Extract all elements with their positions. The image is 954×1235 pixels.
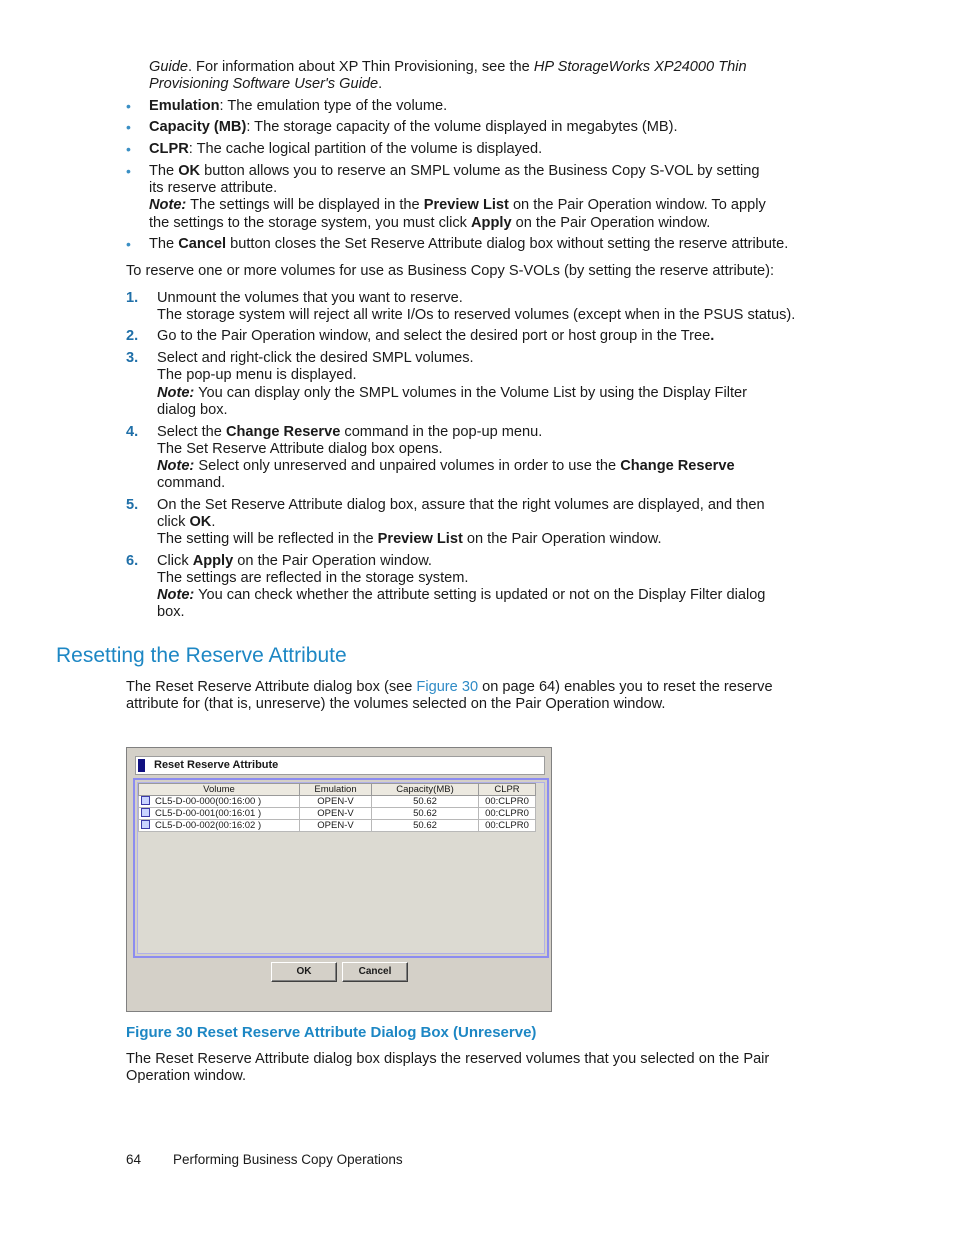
cancel-button[interactable]: Cancel	[342, 962, 408, 982]
intro-line-1: Guide. For information about XP Thin Provisioning, see the HP StorageWorks XP24000 Thin	[149, 59, 747, 75]
section-heading: Resetting the Reserve Attribute	[56, 644, 347, 667]
step-number: 6.	[126, 553, 139, 569]
reset-reserve-dialog	[126, 747, 552, 1012]
volume-list-panel	[133, 778, 549, 958]
bullet-clpr: CLPR: The cache logical partition of the volume is displayed.	[149, 141, 543, 157]
step-3-note-cont: dialog box.	[157, 402, 228, 418]
ok-button[interactable]: OK	[271, 962, 337, 982]
step-number: 2.	[126, 328, 139, 344]
volume-icon	[141, 796, 150, 805]
volume-table	[138, 783, 536, 832]
step-5: On the Set Reserve Attribute dialog box, assure that the right volumes are displayed, and then	[157, 497, 765, 513]
figure-caption: Figure 30 Reset Reserve Attribute Dialog Box (Unreserve)	[126, 1024, 537, 1041]
step-6-note: Note: You can check whether the attribute setting is updated or not on the Display Filter dialog	[157, 587, 766, 603]
dialog-title-bar	[135, 756, 545, 775]
step-3-note: Note: You can display only the SMPL volumes in the Volume List by using the Display Filter	[157, 385, 747, 401]
capacity-cell: 50.62	[372, 796, 479, 808]
bullet-marker: •	[126, 236, 131, 252]
closing-paragraph: The Reset Reserve Attribute dialog box displays the reserved volumes that you selected on the Pair	[126, 1051, 770, 1067]
bullet-ok-note-cont: the settings to the storage system, you must click Apply on the Pair Operation window.	[149, 215, 711, 231]
table-row[interactable]	[139, 796, 536, 808]
column-header-clpr[interactable]: CLPR	[479, 784, 536, 796]
step-number: 1.	[126, 290, 139, 306]
clpr-cell: 00:CLPR0	[479, 796, 536, 808]
bullet-cancel: The Cancel button closes the Set Reserve Attribute dialog box without setting the reserve attribute.	[149, 236, 789, 252]
column-header-capacity[interactable]: Capacity(MB)	[372, 784, 479, 796]
emulation-cell: OPEN-V	[300, 820, 372, 832]
step-5-cont: click OK.	[157, 514, 216, 530]
step-4-note: Note: Select only unreserved and unpaired volumes in order to use the Change Reserve	[157, 458, 735, 474]
bullet-marker: •	[126, 98, 131, 114]
figure-link[interactable]: Figure 30	[416, 679, 479, 695]
table-header-row	[139, 784, 536, 796]
bullet-ok-cont: its reserve attribute.	[149, 180, 278, 196]
volume-cell: CL5-D-00-002(00:16:02 )	[139, 820, 300, 832]
capacity-cell: 50.62	[372, 808, 479, 820]
table-row[interactable]	[139, 820, 536, 832]
bullet-ok: The OK button allows you to reserve an SMPL volume as the Business Copy S-VOL by setting	[149, 163, 760, 179]
section-paragraph: The Reset Reserve Attribute dialog box (see Figure 30 on page 64) enables you to reset the reserve	[126, 679, 773, 695]
step-1-result: The storage system will reject all write I/Os to reserved volumes (except when in the PSUS status).	[157, 307, 796, 323]
step-4-result: The Set Reserve Attribute dialog box opens.	[157, 441, 443, 457]
dialog-title: Reset Reserve Attribute	[154, 759, 279, 771]
volume-cell: CL5-D-00-001(00:16:01 )	[139, 808, 300, 820]
clpr-cell: 00:CLPR0	[479, 808, 536, 820]
title-marker-icon	[138, 759, 145, 772]
step-number: 4.	[126, 424, 139, 440]
bullet-marker: •	[126, 163, 131, 179]
step-3-result: The pop-up menu is displayed.	[157, 367, 357, 383]
page-number: 64	[126, 1152, 142, 1167]
step-6-result: The settings are reflected in the storage system.	[157, 570, 469, 586]
step-2: Go to the Pair Operation window, and select the desired port or host group in the Tree.	[157, 328, 715, 344]
step-6-note-cont: box.	[157, 604, 185, 620]
closing-paragraph-cont: Operation window.	[126, 1068, 247, 1084]
bullet-marker: •	[126, 141, 131, 157]
emulation-cell: OPEN-V	[300, 808, 372, 820]
step-1: Unmount the volumes that you want to reserve.	[157, 290, 463, 306]
volume-list[interactable]	[137, 782, 545, 954]
step-4-note-cont: command.	[157, 475, 226, 491]
emulation-cell: OPEN-V	[300, 796, 372, 808]
bullet-marker: •	[126, 119, 131, 135]
step-5-result: The setting will be reflected in the Preview List on the Pair Operation window.	[157, 531, 662, 547]
step-3: Select and right-click the desired SMPL volumes.	[157, 350, 474, 366]
capacity-cell: 50.62	[372, 820, 479, 832]
volume-icon	[141, 820, 150, 829]
bullet-capacity: Capacity (MB): The storage capacity of the volume displayed in megabytes (MB).	[149, 119, 678, 135]
footer-title: Performing Business Copy Operations	[173, 1152, 403, 1167]
table-row[interactable]	[139, 808, 536, 820]
step-4: Select the Change Reserve command in the pop-up menu.	[157, 424, 543, 440]
column-header-volume[interactable]: Volume	[139, 784, 300, 796]
step-number: 5.	[126, 497, 139, 513]
step-number: 3.	[126, 350, 139, 366]
volume-cell: CL5-D-00-000(00:16:00 )	[139, 796, 300, 808]
intro-line-2: Provisioning Software User's Guide.	[149, 76, 383, 92]
step-6: Click Apply on the Pair Operation window.	[157, 553, 432, 569]
clpr-cell: 00:CLPR0	[479, 820, 536, 832]
lead-paragraph: To reserve one or more volumes for use as Business Copy S-VOLs (by setting the reserve attribute):	[126, 263, 775, 279]
section-paragraph-cont: attribute for (that is, unreserve) the volumes selected on the Pair Operation window.	[126, 696, 666, 712]
bullet-ok-note: Note: The settings will be displayed in the Preview List on the Pair Operation window. To apply	[149, 197, 766, 213]
column-header-emulation[interactable]: Emulation	[300, 784, 372, 796]
bullet-emulation: Emulation: The emulation type of the volume.	[149, 98, 448, 114]
volume-icon	[141, 808, 150, 817]
